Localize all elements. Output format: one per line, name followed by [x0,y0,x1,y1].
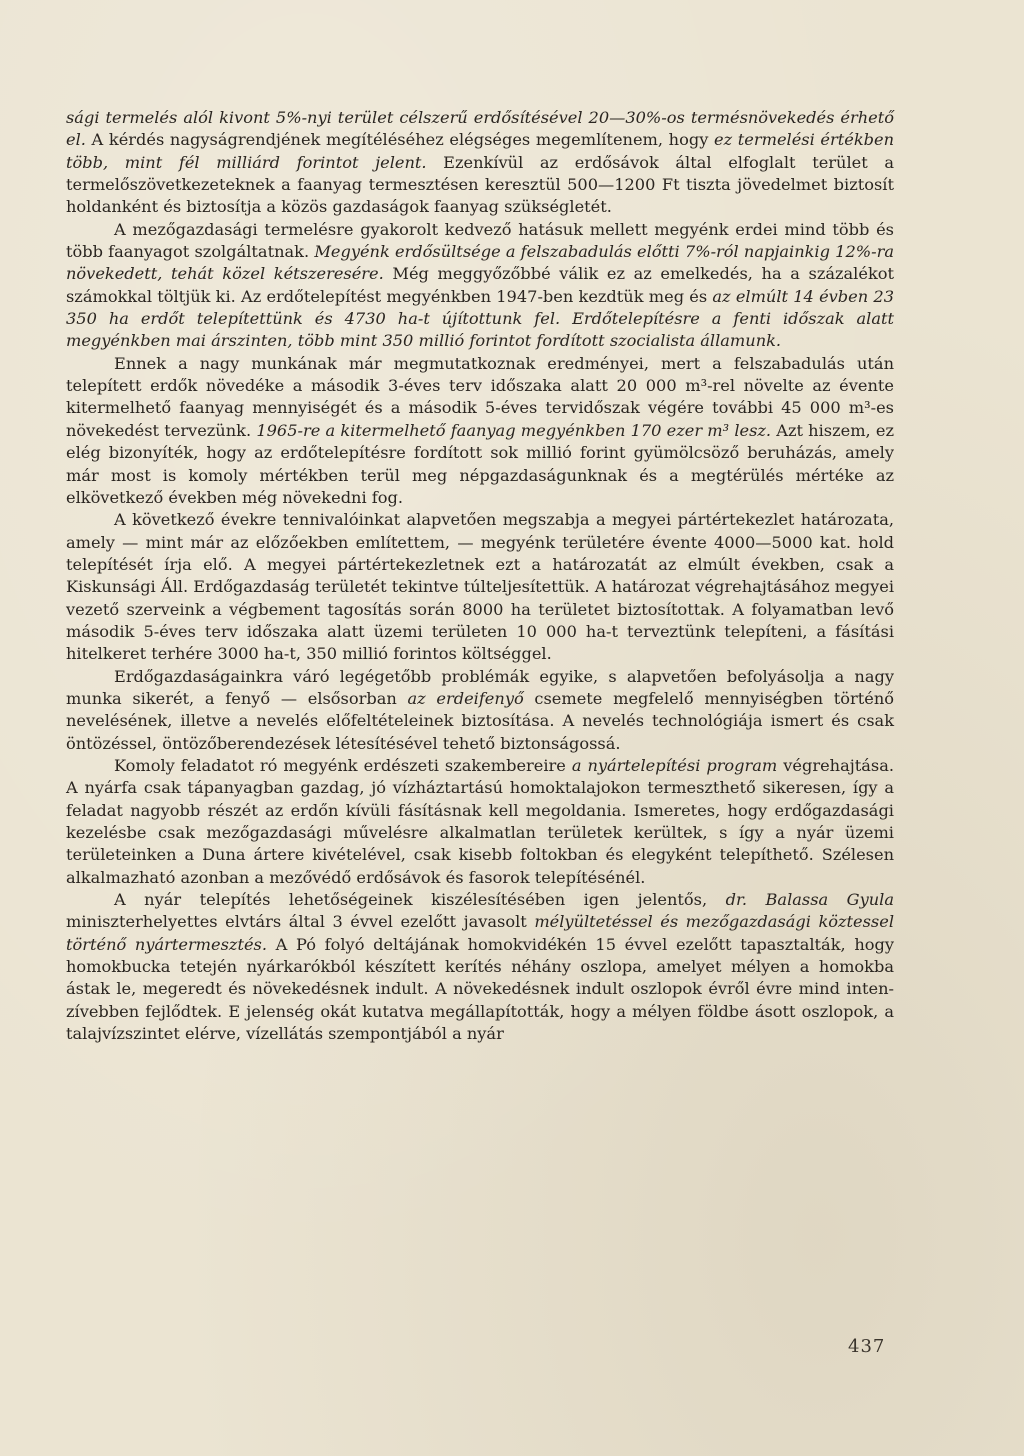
text-run: Ennek a nagy munkának már megmutatkoznak eredményei, mert a felszabadulás után telepített erdők növedéke a második 3-éves terv időszaka alatt 20 000 m³-rel növelte az évente kitermelhető faanyag mennyiségét és a második 5-éves tervidőszak végére további 45 000 m³-es növekedést tervezünk. [66,353,894,440]
text-run: A mezőgazdasági termelésre gyakorolt kedvező hatásuk mellett megyénk erdei mind több és több faanyagot szolgáltatnak. [66,219,894,262]
paragraph [66,889,894,1045]
paragraph [66,219,894,353]
text-run: Még meggyőzőbbé válik ez az emelkedés, ha a százalékot számokkal töltjük ki. Az erdőtelepítést megyénkben 1947-ben kezdtük meg és [66,264,894,306]
text-run: Erdőgazdaságainkra váró legégetőbb problémák egyike, s alapvetően befolyásolja a nagy munka sikerét, a fenyő — elsősorban [66,666,894,708]
paragraph [66,755,894,889]
body-text [66,107,894,1045]
paragraph [66,353,894,509]
italic-text: az erdeifenyő [407,688,524,708]
text-run: Azt hiszem, ez elég bizonyíték, hogy az erdőtelepítésre fordított sok millió forint gyümölcsöző beruházás, amely már most is komoly mértékben terül meg népgazdaságunknak és a megtérülés mértéke az elkövetkező években még növekedni fog. [66,420,894,507]
text-run: csemete megfelelő mennyiségben történő nevelésének, illetve a nevelés előfeltételeinek biztosítása. A nevelés technológiája ismert és csak öntözéssel, öntözőberendezések létesítésével tehető biztonságossá. [66,688,895,753]
text-run: Ezenkívül az erdősávok által elfoglalt terület a termelőszövetkezeteknek a faanyag termesztésen keresztül 500—1200 Ft tiszta jövedelmet biztosít holdanként és biztosítja a közös gazdaságok faanyag szükségletét. [66,152,894,217]
italic-text: mélyültetéssel és mezőgazdasági köztessel történő nyártermesztés. [66,912,894,954]
paragraph [66,107,894,219]
italic-text: ez termelési értékben több, mint fél milliárd forintot jelent. [66,130,894,172]
text-run: A Pó folyó deltájának homokvidékén 15 évvel ezelőtt tapasztalták, hogy homokbucka tetején nyárkarókból készített kerítés néhány oszlopa, amelyet mélyen a homokba ástak le, megeredt és növekedésnek indult. A növekedésnek indult oszlopok évről évre mind intenzívebben fejlődtek. E jelenség okát kutatva megállapították, hogy a mélyen földbe ásott oszlopok, a talajvízszintet elérve, vízellátás szempontjából a nyár [66,934,895,1044]
italic-text: dr. Balassa Gyula [725,890,894,910]
text-run: A következő évekre tennivalóinkat alapvetően megszabja a megyei pártértekezlet határozata, amely — mint már az előzőekben említettem, — megyénk területére évente 4000—5000 kat. hold telepítését írja elő. A megyei pártértekezletnek ezt a határozatát az elmúlt években, csak a Kiskunsági Áll. Erdőgazdaság területét tekintve túlteljesítettük. A határozat végrehajtásához megyei vezető szerveink a végbement tagosítás során 8000 ha területet biztosítottak. A folyamatban levő második 5-éves terv időszaka alatt üzemi területen 10 000 ha-t terveztünk telepíteni, a fásítási hitelkeret terhére 3000 ha-t, 350 millió forintos költséggel. [66,510,894,664]
text-run: végrehajtása. A nyárfa csak tápanyagban gazdag, jó vízháztartású homoktalajokon termeszthető sikeresen, így a feladat nagyobb részét az erdőn kívüli fásításnak kell megoldania. Ismeretes, hogy erdőgazdasági kezelésbe csak mezőgazdasági művelésre alkalmatlan területek kerültek, s így a nyár üzemi területeinken a Duna ártere kivételével, csak kisebb foltokban és elegyként telepíthető. Szélesen alkalmazható azonban a mezővédő erdősávok és fasorok telepítésénél. [66,755,895,887]
text-run: miniszterhelyettes elvtárs által 3 évvel ezelőtt javasolt [66,912,535,932]
italic-text: a nyártelepítési program [571,755,778,775]
italic-text: Megyénk erdősültsége a felszabadulás előtti 7%-ról napjainkig 12%-ra növekedett, tehát közel kétszeresére. [66,242,894,284]
text-run: Komoly feladatot ró megyénk erdészeti szakembereire [114,755,572,775]
italic-text: az elmúlt 14 évben 23 350 ha erdőt telepítettünk és 4730 ha-t újítottunk fel. Erdőtelepítésre a fenti időszak alatt megyénkben mai árszinten, több mint 350 millió forintot fordított szocialista államunk. [66,286,895,351]
italic-text: sági termelés alól kivont 5%-nyi terület célszerű erdősítésével 20—30%-os termésnövekedés érhető el. [66,108,894,150]
text-run: A nyár telepítés lehetőségeinek kiszélesítésében igen jelentős, [114,890,726,910]
paragraph [66,666,894,755]
text-run: A kérdés nagyságrendjének megítéléséhez elégséges megemlítenem, hogy [85,130,715,150]
italic-text: 1965-re a kitermelhető faanyag megyénkben 170 ezer m³ lesz. [256,420,772,440]
paragraph [66,509,894,665]
page-number: 437 [848,1336,886,1357]
